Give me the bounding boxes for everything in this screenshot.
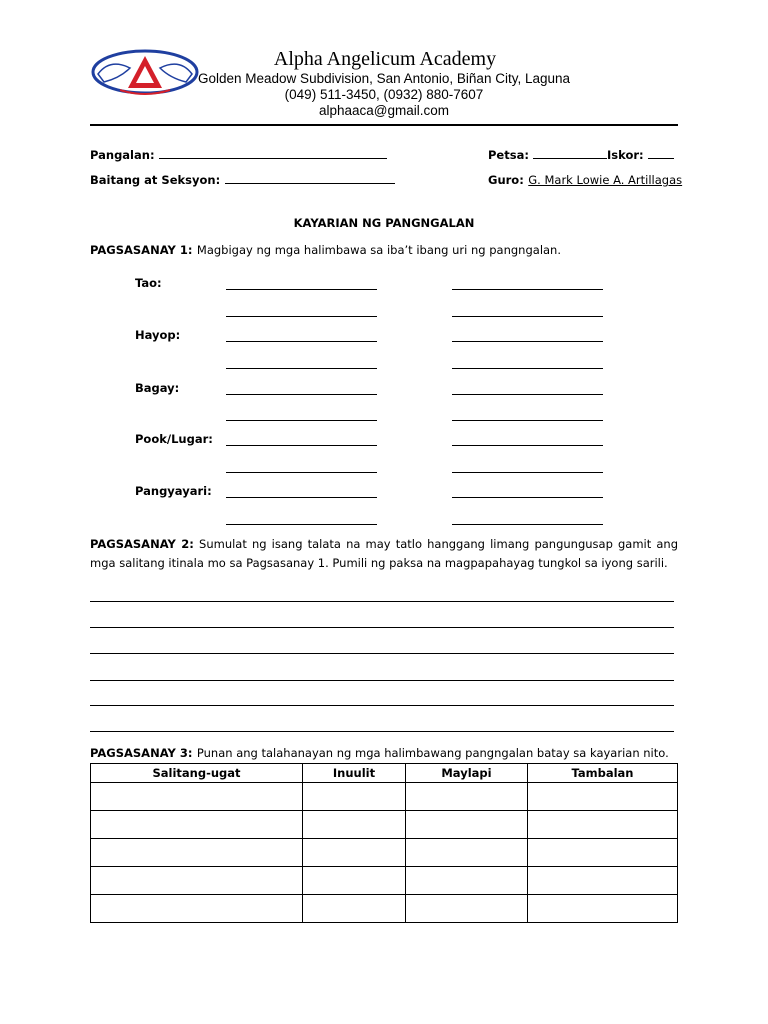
school-email: alphaaca@gmail.com bbox=[318, 103, 450, 118]
answer-line[interactable] bbox=[226, 472, 377, 473]
exercise-1-instruction bbox=[90, 241, 561, 259]
answer-line[interactable] bbox=[452, 420, 603, 421]
section-field[interactable] bbox=[90, 171, 395, 189]
table-cell[interactable] bbox=[91, 783, 303, 811]
school-address: Golden Meadow Subdivision, San Antonio, Biñan City, Laguna bbox=[198, 71, 570, 86]
answer-line[interactable] bbox=[226, 341, 377, 342]
header-inuulit: Inuulit bbox=[303, 764, 406, 783]
score-field[interactable] bbox=[607, 146, 674, 164]
table-cell[interactable] bbox=[527, 783, 677, 811]
header-maylapi: Maylapi bbox=[405, 764, 527, 783]
exercise-3-table bbox=[90, 763, 678, 923]
answer-line[interactable] bbox=[452, 289, 603, 290]
score-label: Iskor: bbox=[607, 148, 644, 162]
answer-line[interactable] bbox=[452, 472, 603, 473]
answer-line[interactable] bbox=[226, 497, 377, 498]
worksheet-title: KAYARIAN NG PANGNGALAN bbox=[293, 216, 475, 230]
exercise-1-label: PAGSASANAY 1: bbox=[90, 243, 193, 257]
answer-line[interactable] bbox=[452, 445, 603, 446]
table-cell[interactable] bbox=[303, 783, 406, 811]
table-cell[interactable] bbox=[303, 895, 406, 923]
teacher-name: G. Mark Lowie A. Artillagas bbox=[528, 173, 683, 187]
paragraph-line[interactable] bbox=[90, 680, 674, 681]
answer-line[interactable] bbox=[452, 341, 603, 342]
exercise-3-label: PAGSASANAY 3: bbox=[90, 746, 193, 760]
table-cell[interactable] bbox=[303, 839, 406, 867]
paragraph-line[interactable] bbox=[90, 627, 674, 628]
teacher-field bbox=[488, 171, 682, 189]
answer-line[interactable] bbox=[226, 394, 377, 395]
header-tambalan: Tambalan bbox=[527, 764, 677, 783]
score-blank[interactable] bbox=[648, 146, 674, 159]
table-header-row bbox=[91, 764, 678, 783]
table-row bbox=[91, 867, 678, 895]
section-label: Baitang at Seksyon: bbox=[90, 173, 221, 187]
paragraph-line[interactable] bbox=[90, 653, 674, 654]
exercise-2-instruction bbox=[90, 535, 678, 573]
table-cell[interactable] bbox=[405, 895, 527, 923]
exercise-1-text: Magbigay ng mga halimbawa sa iba’t ibang uri ng pangngalan. bbox=[196, 243, 562, 257]
date-blank[interactable] bbox=[533, 146, 607, 159]
category-hayop: Hayop: bbox=[135, 328, 181, 342]
table-row bbox=[91, 839, 678, 867]
paragraph-line[interactable] bbox=[90, 731, 674, 732]
category-bagay: Bagay: bbox=[135, 381, 180, 395]
date-field[interactable] bbox=[488, 146, 607, 164]
name-field[interactable] bbox=[90, 146, 387, 164]
exercise-3-instruction bbox=[90, 744, 669, 762]
table-cell[interactable] bbox=[405, 839, 527, 867]
answer-line[interactable] bbox=[452, 524, 603, 525]
answer-line[interactable] bbox=[452, 394, 603, 395]
paragraph-line[interactable] bbox=[90, 601, 674, 602]
header-divider bbox=[90, 124, 678, 126]
table-cell[interactable] bbox=[527, 839, 677, 867]
category-pook: Pook/Lugar: bbox=[135, 432, 213, 446]
exercise-2-label: PAGSASANAY 2: bbox=[90, 537, 194, 551]
name-label: Pangalan: bbox=[90, 148, 155, 162]
school-name: Alpha Angelicum Academy bbox=[273, 48, 497, 70]
date-label: Petsa: bbox=[488, 148, 529, 162]
table-cell[interactable] bbox=[527, 895, 677, 923]
table-cell[interactable] bbox=[91, 839, 303, 867]
answer-line[interactable] bbox=[452, 497, 603, 498]
table-cell[interactable] bbox=[405, 867, 527, 895]
table-cell[interactable] bbox=[91, 895, 303, 923]
paragraph-line[interactable] bbox=[90, 705, 674, 706]
answer-line[interactable] bbox=[226, 445, 377, 446]
table-cell[interactable] bbox=[405, 811, 527, 839]
answer-line[interactable] bbox=[452, 368, 603, 369]
table-cell[interactable] bbox=[91, 867, 303, 895]
section-blank[interactable] bbox=[225, 171, 395, 184]
table-cell[interactable] bbox=[303, 811, 406, 839]
answer-line[interactable] bbox=[226, 316, 377, 317]
exercise-2-text: Sumulat ng isang talata na may tatlo hanggang limang pangungusap gamit ang mga salitang itinala mo sa Pagsasanay 1. Pumili ng paksa na magpapahayag tungkol sa iyong sarili. bbox=[90, 537, 679, 570]
table-cell[interactable] bbox=[405, 783, 527, 811]
answer-line[interactable] bbox=[452, 316, 603, 317]
table-row bbox=[91, 895, 678, 923]
header-salitang-ugat: Salitang-ugat bbox=[91, 764, 303, 783]
table-cell[interactable] bbox=[527, 811, 677, 839]
name-blank[interactable] bbox=[159, 146, 387, 159]
school-phone: (049) 511-3450, (0932) 880-7607 bbox=[284, 87, 484, 102]
exercise-3-text: Punan ang talahanayan ng mga halimbawang pangngalan batay sa kayarian nito. bbox=[196, 746, 669, 760]
answer-line[interactable] bbox=[226, 368, 377, 369]
answer-line[interactable] bbox=[226, 420, 377, 421]
answer-line[interactable] bbox=[226, 289, 377, 290]
table-row bbox=[91, 811, 678, 839]
table-cell[interactable] bbox=[91, 811, 303, 839]
table-cell[interactable] bbox=[527, 867, 677, 895]
category-pangyayari: Pangyayari: bbox=[135, 484, 212, 498]
teacher-label: Guro: bbox=[488, 173, 524, 187]
table-cell[interactable] bbox=[303, 867, 406, 895]
category-tao: Tao: bbox=[135, 276, 162, 290]
answer-line[interactable] bbox=[226, 524, 377, 525]
table-row bbox=[91, 783, 678, 811]
